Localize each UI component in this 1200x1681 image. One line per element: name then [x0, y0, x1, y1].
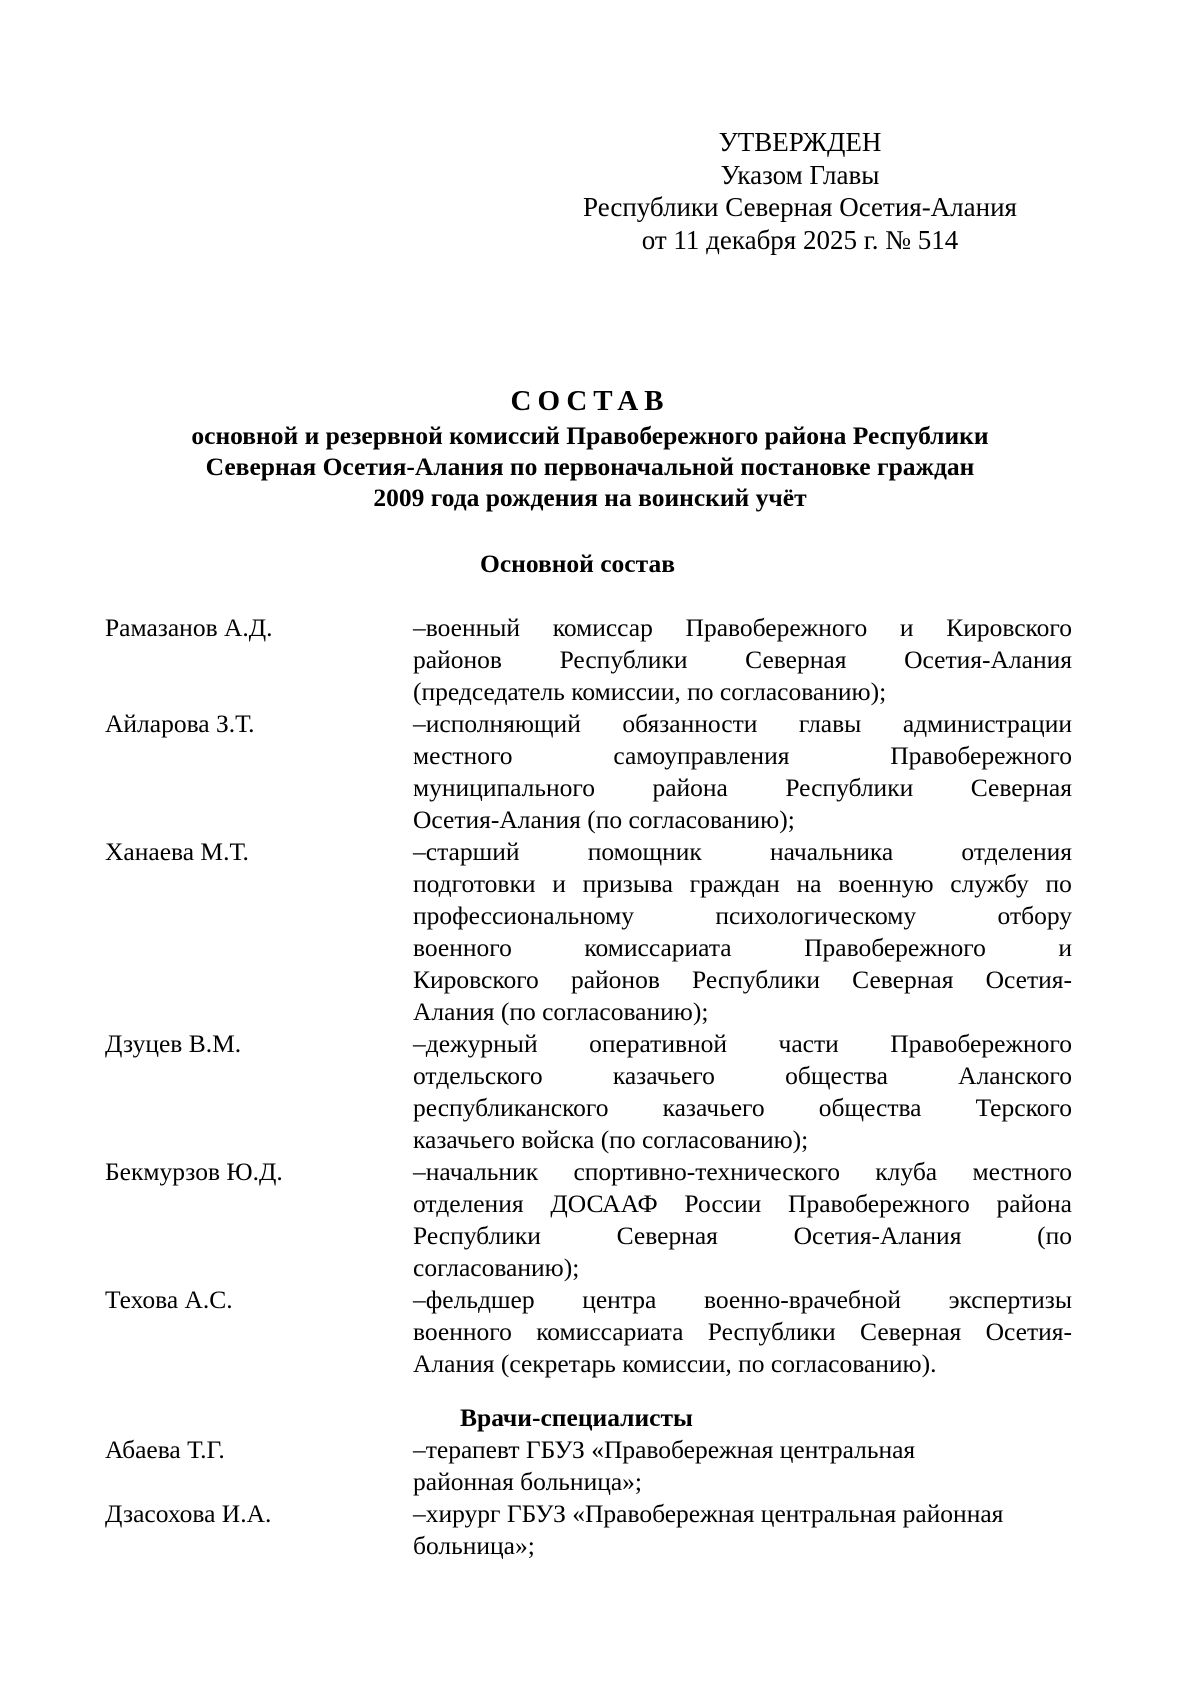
member-name: Айларова З.Т.	[105, 709, 255, 738]
position-line: –фельдшер центра военно-врачебной экспертизы	[413, 1285, 1072, 1314]
position-line: республиканского казачьего общества Терского	[413, 1093, 1072, 1122]
position-line: –хирург ГБУЗ «Правобережная центральная районная	[413, 1499, 1004, 1528]
position-line: –терапевт ГБУЗ «Правобережная центральная	[413, 1435, 916, 1464]
position-line: –начальник спортивно-технического клуба местного	[413, 1157, 1072, 1186]
doctor-position	[413, 1434, 1072, 1498]
doctor-name: Абаева Т.Г.	[105, 1435, 225, 1464]
position-line: Кировского районов Республики Северная Осетия-	[413, 965, 1072, 994]
position-line: Алания (секретарь комиссии, по согласованию).	[413, 1349, 937, 1378]
member-position	[413, 708, 1072, 836]
doctor-entry	[105, 1498, 1072, 1562]
approval-status: УТВЕРЖДЕН	[718, 127, 882, 157]
position-line: –военный комиссар Правобережного и Кировского	[413, 613, 1072, 642]
main-members-list	[105, 612, 1072, 1410]
approval-block	[560, 126, 1040, 256]
position-line: (председатель комиссии, по согласованию);	[413, 677, 887, 706]
member-entry	[105, 1028, 1072, 1156]
member-name: Бекмурзов Ю.Д.	[105, 1157, 283, 1186]
title-heading: СОСТАВ	[510, 385, 670, 417]
position-line: больница»;	[413, 1531, 535, 1560]
member-position	[413, 1284, 1072, 1380]
position-line: казачьего войска (по согласованию);	[413, 1125, 809, 1154]
position-line: подготовки и призыва граждан на военную службу по	[413, 869, 1072, 898]
title-line: Северная Осетия-Алания по первоначальной постановке граждан	[205, 452, 975, 481]
position-line: районов Республики Северная Осетия-Алания	[413, 645, 1072, 674]
position-line: военного комиссариата Республики Северная Осетия-	[413, 1317, 1072, 1346]
member-entry	[105, 1284, 1072, 1380]
member-name: Рамазанов А.Д.	[105, 613, 273, 642]
position-line: согласованию);	[413, 1253, 580, 1282]
main-section-heading: Основной состав	[480, 549, 675, 578]
title-line: основной и резервной комиссий Правобережного района Республики	[191, 421, 989, 450]
position-line: военного комиссариата Правобережного и	[413, 933, 1072, 962]
member-position	[413, 1028, 1072, 1156]
member-entry	[105, 612, 1072, 708]
doctors-section-heading: Врачи-специалисты	[460, 1403, 693, 1432]
approval-date-number: от 11 декабря 2025 г. № 514	[641, 224, 959, 255]
doctor-position	[413, 1498, 1072, 1562]
doctor-name: Дзасохова И.А.	[105, 1499, 272, 1528]
position-line: –дежурный оперативной части Правобережного	[413, 1029, 1072, 1058]
title-line: 2009 года рождения на воинский учёт	[373, 483, 807, 512]
position-line: профессиональному психологическому отбору	[413, 901, 1072, 930]
title-subtitle	[110, 420, 1070, 513]
approval-republic: Республики Северная Осетия-Алания	[583, 192, 1017, 222]
position-line: районная больница»;	[413, 1467, 643, 1496]
member-position	[413, 612, 1072, 708]
doctor-entry	[105, 1434, 1072, 1498]
position-line: Осетия-Алания (по согласованию);	[413, 805, 795, 834]
document-title	[110, 384, 1070, 513]
position-line: –исполняющий обязанности главы администрации	[413, 709, 1072, 738]
position-line: Алания (по согласованию);	[413, 997, 709, 1026]
position-line: отделения ДОСААФ России Правобережного района	[413, 1189, 1072, 1218]
member-entry	[105, 836, 1072, 1028]
member-entry	[105, 708, 1072, 836]
position-line: местного самоуправления Правобережного	[413, 741, 1072, 770]
position-line: Республики Северная Осетия-Алания (по	[413, 1221, 1072, 1250]
member-position	[413, 836, 1072, 1028]
position-line: –старший помощник начальника отделения	[413, 837, 1072, 866]
member-name: Техова А.С.	[105, 1285, 233, 1314]
member-position	[413, 1156, 1072, 1284]
position-line: муниципального района Республики Северная	[413, 773, 1072, 802]
approval-decree: Указом Главы	[720, 159, 880, 190]
member-entry	[105, 1156, 1072, 1284]
position-line: отдельского казачьего общества Аланского	[413, 1061, 1072, 1090]
doctors-list	[105, 1434, 1072, 1562]
member-name: Ханаева М.Т.	[105, 837, 249, 866]
member-name: Дзуцев В.М.	[105, 1029, 242, 1058]
